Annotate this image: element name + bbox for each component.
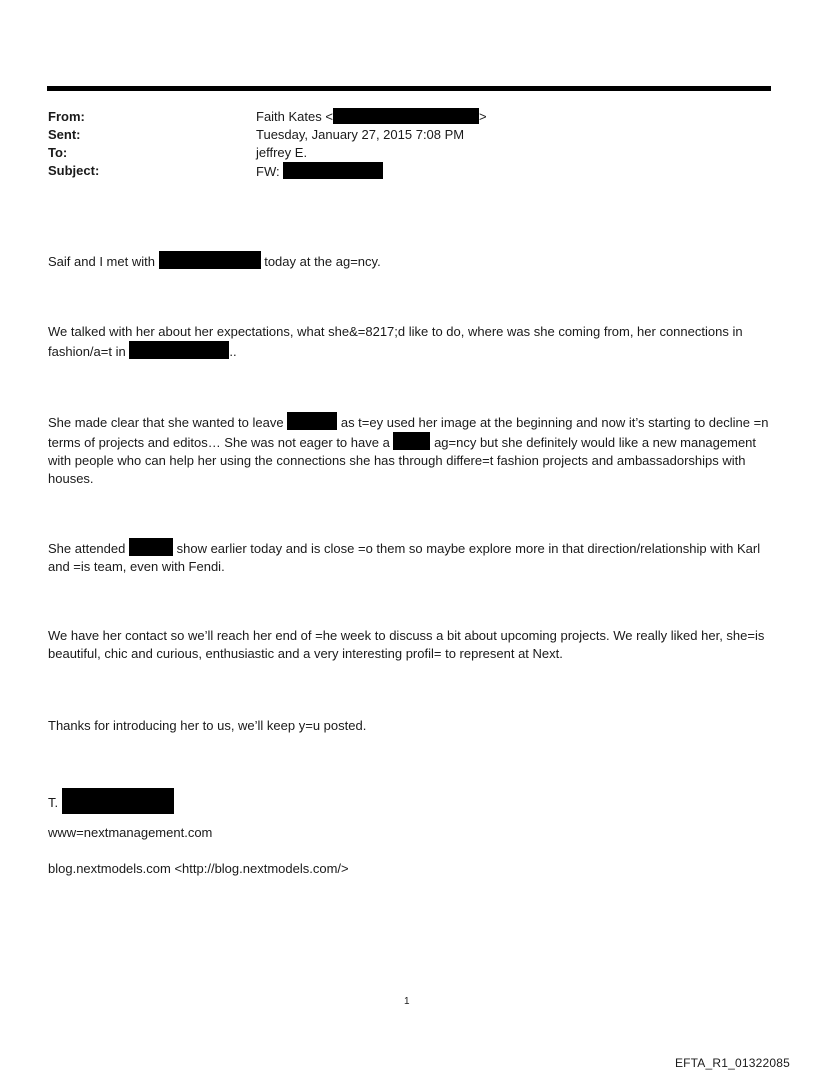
paragraph-4 bbox=[48, 538, 778, 576]
redaction-box bbox=[287, 412, 337, 430]
paragraph-text: She attended bbox=[48, 541, 126, 556]
signature-name bbox=[48, 788, 778, 814]
paragraph-text: show earlier today and is close =o them so maybe explore more in that direction/relationship with Karl and =is team, even with Fendi. bbox=[48, 541, 761, 574]
redaction-box bbox=[333, 108, 479, 124]
paragraph-text: as t=ey used her image at the beginning and now it’s starting to decline =n terms of projects and editos… She was not eager to have a bbox=[48, 415, 769, 450]
header-divider bbox=[47, 86, 771, 91]
subject-label: Subject: bbox=[48, 163, 100, 178]
redaction-box bbox=[393, 432, 430, 450]
sent-value: Tuesday, January 27, 2015 7:08 PM bbox=[256, 127, 465, 142]
redaction-box bbox=[129, 538, 173, 556]
redaction-box bbox=[283, 162, 383, 179]
paragraph-text: Saif and I met with bbox=[48, 254, 155, 269]
signature-blog: blog.nextmodels.com <http://blog.nextmodels.com/> bbox=[48, 861, 349, 876]
redaction-box bbox=[62, 788, 174, 814]
paragraph-text: ag=ncy but she definitely would like a new management with people who can help her using the connections she has through differe=t fashion projects and ambassadorships with houses. bbox=[48, 435, 757, 486]
paragraph-text: We talked with her about her expectations, what she&=8217;d like to do, where was she coming from, her connections in fashion/a=t in bbox=[48, 324, 743, 359]
paragraph-text: She made clear that she wanted to leave bbox=[48, 415, 284, 430]
paragraph-2 bbox=[48, 323, 778, 361]
paragraph-text: today at the ag=ncy. bbox=[264, 254, 381, 269]
paragraph-3 bbox=[48, 412, 778, 488]
subject-value bbox=[256, 162, 383, 180]
document-id: EFTA_R1_01322085 bbox=[674, 1056, 790, 1070]
from-close: > bbox=[478, 109, 487, 124]
signature-initial: T. bbox=[48, 795, 59, 810]
sent-label: Sent: bbox=[48, 127, 81, 142]
to-label: To: bbox=[48, 145, 68, 160]
paragraph-1 bbox=[48, 251, 778, 271]
redaction-box bbox=[129, 341, 229, 359]
to-value: jeffrey E. bbox=[256, 145, 308, 160]
from-name: Faith Kates < bbox=[256, 109, 333, 124]
paragraph-text: .. bbox=[229, 344, 237, 359]
page-number: 1 bbox=[404, 996, 410, 1007]
from-value bbox=[256, 108, 487, 125]
signature-website: www=nextmanagement.com bbox=[48, 825, 213, 840]
redaction-box bbox=[159, 251, 261, 269]
paragraph-6: Thanks for introducing her to us, we’ll keep y=u posted. bbox=[48, 718, 367, 733]
paragraph-5: We have her contact so we’ll reach her end of =he week to discuss a bit about upcoming projects. We really liked her, she=is beautiful, chic and curious, enthusiastic and a very interesting profil= to represent at Next. bbox=[48, 628, 765, 661]
from-label: From: bbox=[48, 109, 85, 124]
subject-prefix: FW: bbox=[256, 164, 280, 179]
